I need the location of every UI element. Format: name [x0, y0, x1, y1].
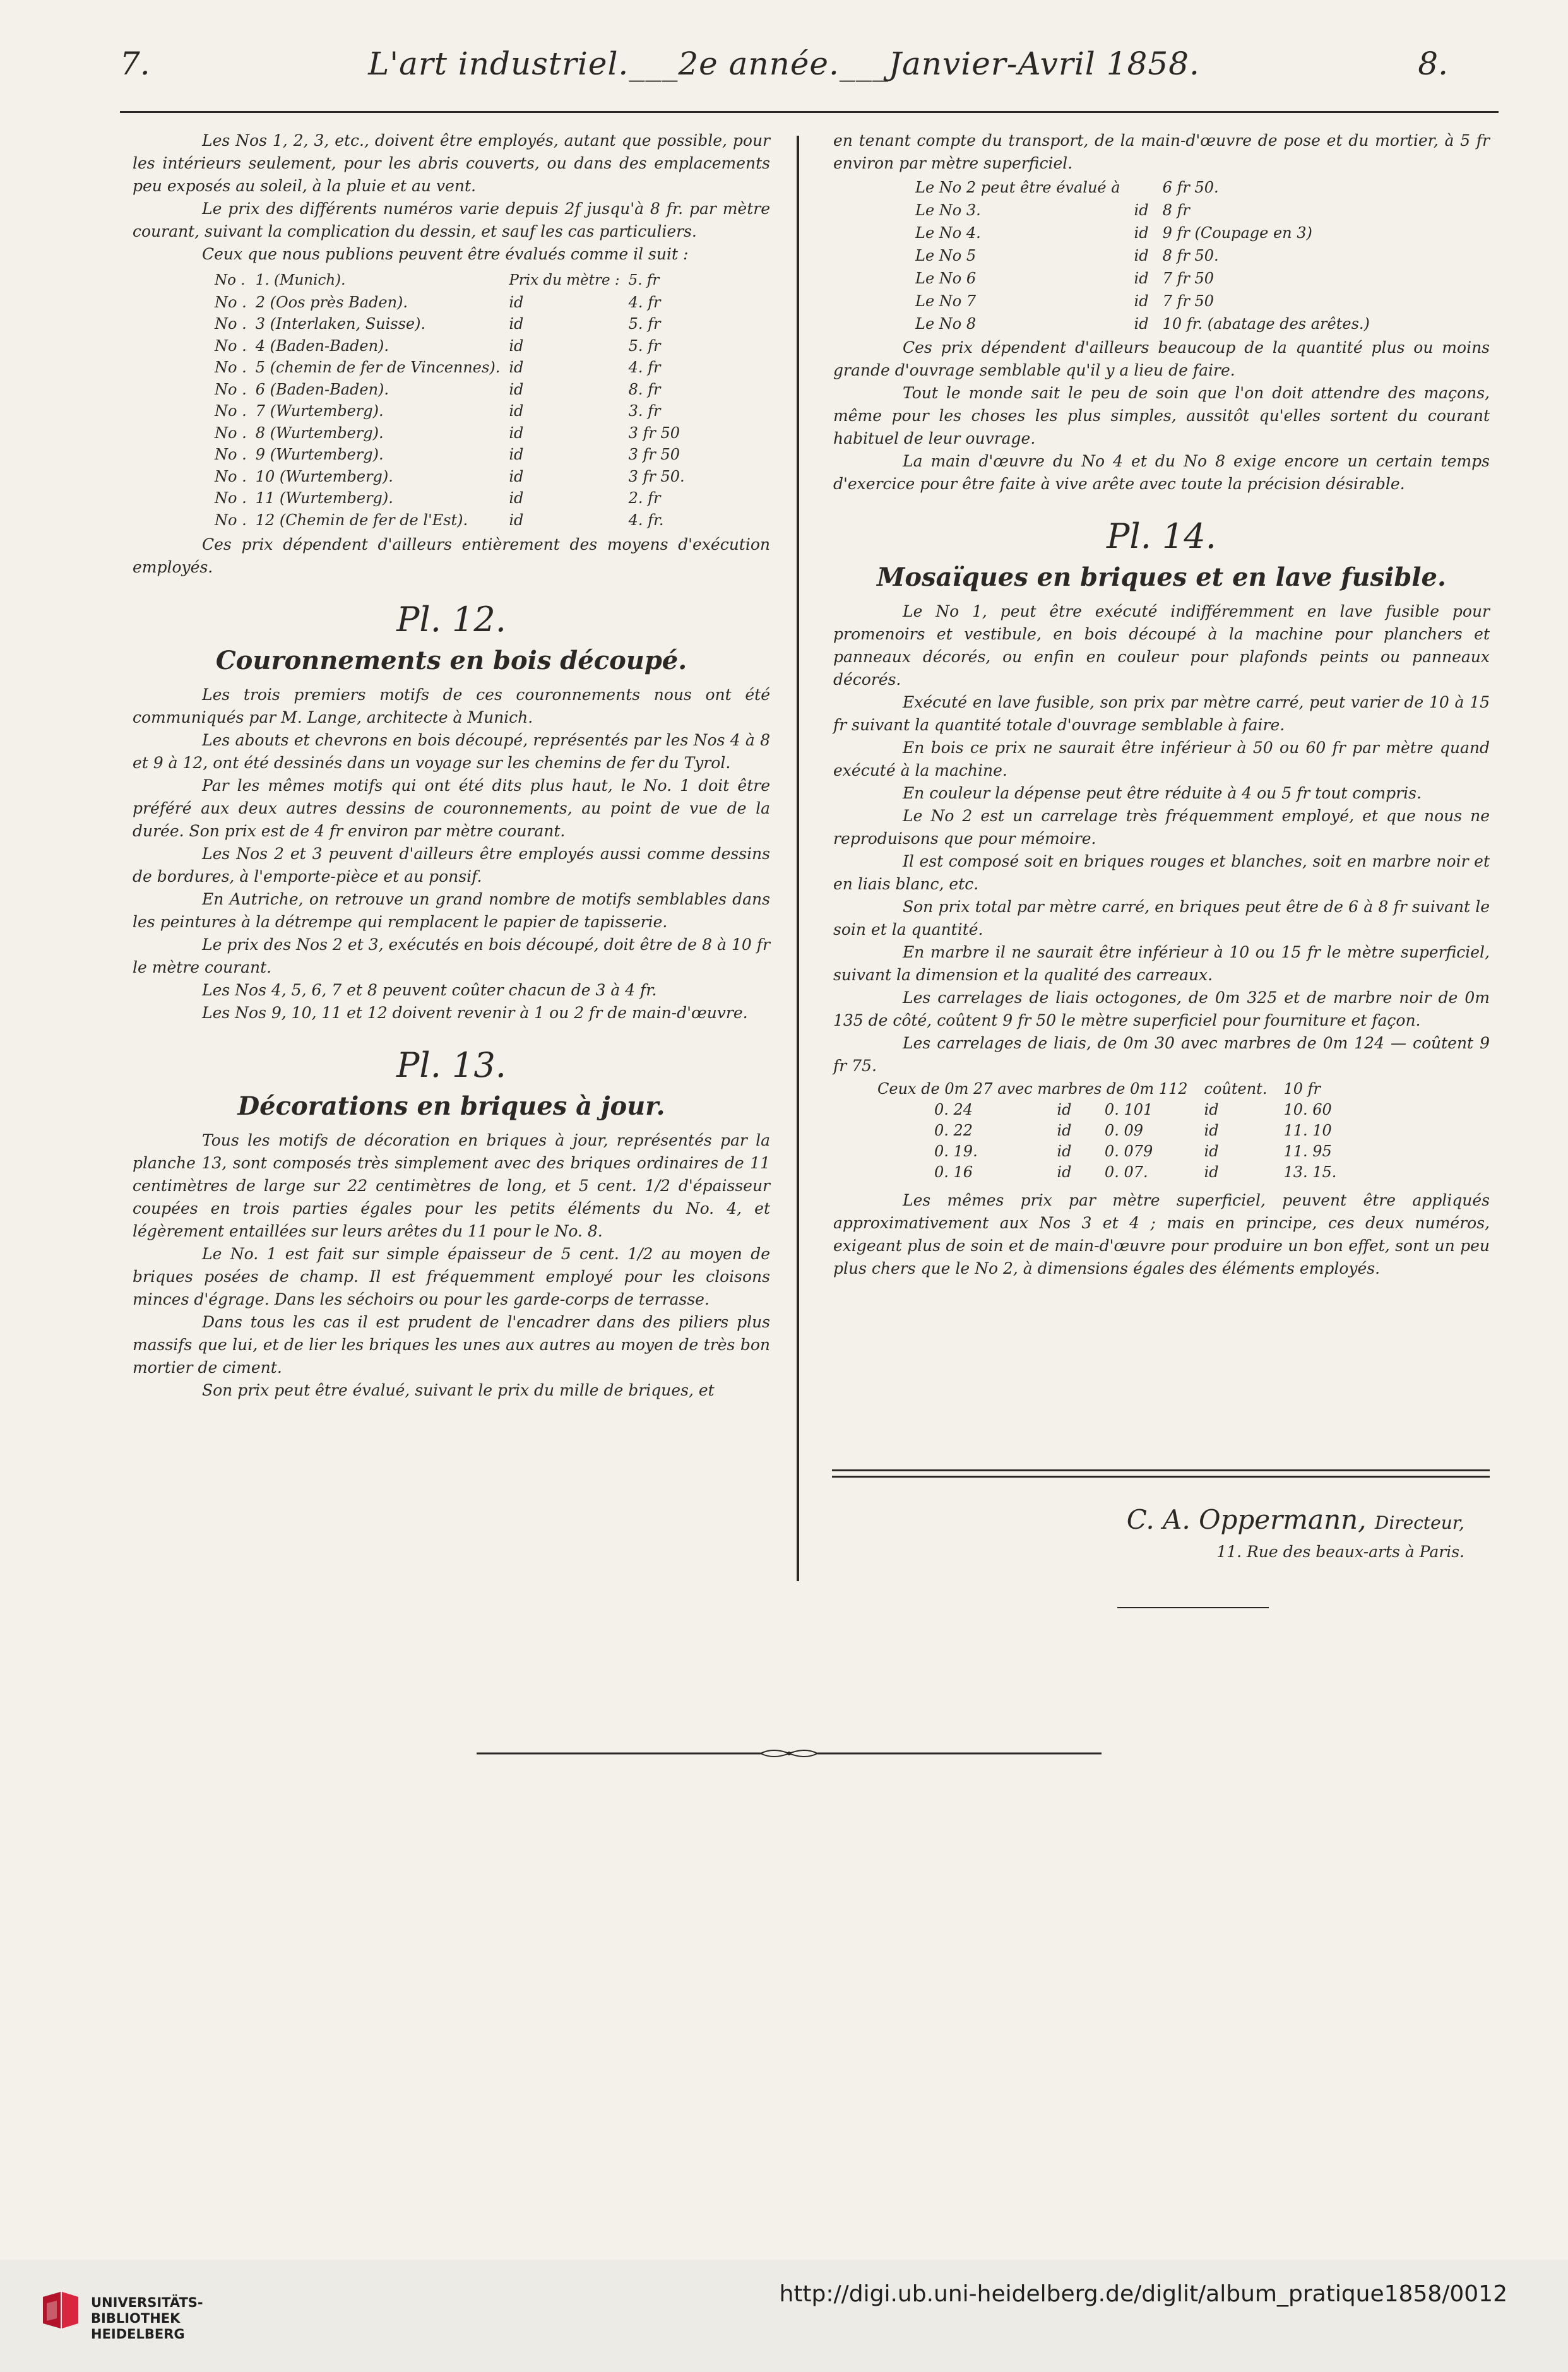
table-cell: [256, 379, 509, 401]
table-cell: 4. fr.: [628, 511, 664, 529]
table-cell: (Wurtemberg).: [279, 489, 393, 507]
table-cell: coûtent.: [1204, 1080, 1268, 1098]
ornament-divider: [477, 1747, 1102, 1760]
table-cell: (chemin de fer de Vincennes).: [270, 359, 501, 376]
university-library-logo-icon: [38, 2289, 82, 2331]
table-cell: [256, 313, 509, 335]
table-cell: 0. 101: [1104, 1101, 1153, 1118]
paragraph: La main d'œuvre du No 4 et du No 8 exige encore un certain temps d'exercice pour être faite à vive arête avec toute la précision désirable.: [833, 452, 1490, 493]
table-row: [877, 1120, 1353, 1141]
page-number-left: 7.: [120, 45, 150, 82]
signature-address: 11. Rue des beaux-arts à Paris.: [1216, 1543, 1464, 1561]
paragraph: Les abouts et chevrons en bois découpé, représentés par les Nos 4 à 8 et 9 à 12, ont été dessinés dans un voyage sur les chemins de fer du Tyrol.: [133, 731, 770, 772]
table-cell: 4. fr: [628, 359, 661, 376]
plate-label: Pl. 13.: [396, 1045, 506, 1085]
table-row: [215, 335, 694, 357]
section-heading-pl13: [133, 1043, 770, 1125]
table-cell: 0. 24: [934, 1101, 973, 1118]
table-cell: (Wurtemberg).: [270, 424, 384, 442]
table-cell: 10. 60: [1283, 1101, 1332, 1118]
table-cell: (Wurtemberg).: [279, 467, 393, 485]
table-cell: (Wurtemberg).: [270, 446, 384, 463]
paragraph: Ces prix dépendent d'ailleurs beaucoup de la quantité plus ou moins grande d'ouvrage semblable qu'il y a lieu de faire.: [833, 338, 1490, 379]
table-cell: id: [509, 293, 524, 311]
table-cell: 11: [255, 489, 275, 507]
table-cell: 1. (Munich).: [255, 272, 346, 288]
paragraph: En couleur la dépense peut être réduite à 4 ou 5 fr tout compris.: [903, 784, 1422, 802]
paragraph: en tenant compte du transport, de la main-d'œuvre de pose et du mortier, à 5 fr environ par mètre superficiel.: [833, 131, 1490, 172]
page-number-right: 8.: [1418, 45, 1448, 82]
table-cell: (Wurtemberg).: [270, 402, 384, 420]
table-cell: No .: [215, 511, 247, 529]
plate-label: Pl. 12.: [396, 600, 506, 639]
table-cell: id: [1134, 247, 1149, 264]
table-cell: 8. fr: [628, 380, 661, 398]
table-row: [915, 222, 1384, 244]
table-cell: id: [509, 402, 524, 420]
table-cell: No .: [215, 272, 246, 288]
paragraph: Les Nos 1, 2, 3, etc., doivent être employés, autant que possible, pour les intérieurs seulement, pour les abris couverts, ou dans des emplacements peu exposés au soleil, à la pluie et au vent.: [133, 131, 770, 195]
table-cell: [256, 357, 509, 379]
table-cell: [256, 487, 509, 509]
table-row: [915, 244, 1384, 267]
table-cell: id: [509, 315, 524, 333]
table-cell: 8 fr: [1162, 201, 1190, 219]
library-name-line: HEIDELBERG: [91, 2327, 185, 2342]
table-cell: 8: [255, 424, 265, 442]
table-row: [215, 487, 694, 509]
table-cell: [256, 509, 509, 531]
table-cell: [256, 335, 509, 357]
plate-label: Pl. 14.: [1107, 516, 1216, 556]
paragraph: Les carrelages de liais, de 0m 30 avec marbres de 0m 124 — coûtent 9 fr 75.: [833, 1034, 1490, 1075]
table-cell: 3: [255, 315, 265, 333]
table-row: [215, 444, 694, 466]
evaluation-table: [915, 176, 1384, 335]
paragraph: Il est composé soit en briques rouges et blanches, soit en marbre noir et en liais blanc, etc.: [833, 852, 1490, 893]
paragraph: Le No. 1 est fait sur simple épaisseur de 5 cent. 1/2 au moyen de briques posées de champ. Il est fréquemment employé pour les cloisons minces d'égrage. Dans les séchoirs ou pour les garde-corps de terrasse.: [133, 1245, 770, 1308]
paragraph: Tous les motifs de décoration en briques à jour, représentés par la planche 13, sont composés très simplement avec des briques ordinaires de 11 centimètres de large sur 22 centimètres de long, et 5 cent. 1/2 d'épaisseur coupées en trois parties égales pour les petits éléments du No. 4, et légèrement entaillées sur leurs arêtes du 11 pour le No. 8.: [133, 1131, 770, 1240]
paragraph: Par les mêmes motifs qui ont été dits plus haut, le No. 1 doit être préféré aux deux autres dessins de couronnements, au point de vue de la durée. Son prix est de 4 fr environ par mètre courant.: [133, 776, 770, 840]
table-cell: Le No 8: [915, 315, 977, 333]
table-cell: [256, 400, 509, 422]
table-cell: No .: [215, 315, 247, 333]
paragraph: Son prix peut être évalué, suivant le prix du mille de briques, et: [202, 1381, 715, 1399]
table-cell: id: [509, 336, 524, 355]
header-rule: [120, 111, 1499, 113]
table-cell: 11. 10: [1283, 1122, 1332, 1139]
table-cell: 10 fr: [1283, 1080, 1321, 1098]
table-row: [215, 313, 694, 335]
table-cell: 0. 22: [934, 1122, 973, 1139]
paragraph: Les trois premiers motifs de ces couronnements nous ont été communiqués par M. Lange, architecte à Munich.: [133, 685, 770, 726]
table-cell: id: [509, 511, 524, 529]
table-cell: No .: [215, 446, 247, 463]
table-cell: id: [509, 380, 524, 398]
table-cell: 4: [255, 336, 265, 355]
table-cell: id: [1134, 270, 1149, 287]
table-row: [877, 1079, 1353, 1100]
table-cell: id: [1134, 224, 1149, 242]
paragraph: Ces prix dépendent d'ailleurs entièrement des moyens d'exécution employés.: [133, 535, 770, 576]
table-cell: id: [1134, 201, 1149, 219]
table-cell: 3. fr: [628, 402, 661, 420]
table-cell: (Baden-Baden).: [270, 380, 389, 398]
table-cell: (Interlaken, Suisse).: [270, 315, 426, 333]
table-cell: Le No 6: [915, 270, 977, 287]
right-column: [833, 129, 1490, 1280]
library-name-line: UNIVERSITÄTS-: [91, 2295, 203, 2310]
table-cell: Le No 4.: [915, 224, 981, 242]
table-cell: 0. 19.: [934, 1142, 978, 1160]
table-row: [877, 1141, 1353, 1162]
table-row: [215, 400, 694, 422]
table-row: [915, 199, 1384, 222]
table-cell: Prix du mètre :: [509, 272, 620, 288]
table-cell: Ceux de 0m 27 avec marbres de 0m 112: [877, 1080, 1188, 1098]
price-table: [215, 270, 694, 531]
table-cell: [256, 422, 509, 444]
table-cell: id: [1057, 1163, 1072, 1181]
table-cell: 0. 16: [934, 1163, 973, 1181]
table-cell: 0. 07.: [1104, 1163, 1148, 1181]
table-cell: id: [1204, 1122, 1219, 1139]
table-cell: (Baden-Baden).: [270, 336, 389, 355]
table-cell: 7: [255, 402, 265, 420]
cost-table: [877, 1079, 1353, 1183]
paragraph: Le prix des différents numéros varie depuis 2f jusqu'à 8 fr. par mètre courant, suivant la complication du dessin, et sauf les cas particuliers.: [133, 199, 770, 240]
table-cell: Le No 5: [915, 247, 977, 264]
signature-block: [1073, 1502, 1464, 1563]
library-name-line: BIBLIOTHEK: [91, 2311, 181, 2326]
table-cell: 7 fr 50: [1162, 270, 1215, 287]
table-cell: 8 fr 50.: [1162, 247, 1219, 264]
table-cell: 6 fr 50.: [1162, 179, 1219, 196]
source-url-link[interactable]: http://digi.ub.uni-heidelberg.de/diglit/album_pratique1858/0012: [779, 2281, 1507, 2307]
short-rule: [1117, 1607, 1269, 1608]
closing-rule-bottom: [832, 1476, 1490, 1478]
table-cell: 2. fr: [628, 489, 661, 507]
table-row: [215, 422, 694, 444]
table-row: [877, 1162, 1353, 1183]
table-cell: No .: [215, 380, 247, 398]
section-title: Décorations en briques à jour.: [237, 1091, 665, 1121]
table-cell: 5. fr: [628, 336, 661, 355]
table-cell: 2: [255, 293, 265, 311]
section-heading-pl12: [133, 598, 770, 680]
paragraph: Les Nos 9, 10, 11 et 12 doivent revenir à 1 ou 2 fr de main-d'œuvre.: [202, 1004, 748, 1022]
table-cell: 5. fr: [628, 315, 661, 333]
table-cell: id: [1134, 292, 1149, 310]
table-row: [215, 466, 694, 488]
table-row: [915, 267, 1384, 290]
left-column: [133, 129, 770, 1402]
table-cell: id: [1134, 315, 1149, 333]
table-cell: id: [1204, 1142, 1219, 1160]
section-heading-pl14: [833, 514, 1490, 596]
paragraph: Les carrelages de liais octogones, de 0m 325 et de marbre noir de 0m 135 de côté, coûtent 9 fr 50 le mètre superficiel pour fourniture et façon.: [833, 988, 1490, 1029]
library-name: [91, 2295, 203, 2342]
table-cell: 3 fr 50.: [628, 467, 685, 485]
table-cell: [256, 444, 509, 466]
table-cell: 4. fr: [628, 293, 661, 311]
table-cell: Le No 2 peut être évalué à: [915, 179, 1120, 196]
paragraph: Tout le monde sait le peu de soin que l'on doit attendre des maçons, même pour les choses les plus simples, aussitôt qu'elles sortent du courant habituel de leur ouvrage.: [833, 384, 1490, 448]
table-cell: id: [1057, 1101, 1072, 1118]
table-cell: No .: [215, 336, 247, 355]
paragraph: Exécuté en lave fusible, son prix par mètre carré, peut varier de 10 à 15 fr suivant la quantité totale d'ouvrage semblable à faire.: [833, 693, 1490, 734]
paragraph: En Autriche, on retrouve un grand nombre de motifs semblables dans les peintures à la détrempe qui remplacent le papier de tapisserie.: [133, 890, 770, 931]
table-cell: id: [1204, 1163, 1219, 1181]
table-cell: (Oos près Baden).: [270, 293, 408, 311]
table-cell: 13. 15.: [1283, 1163, 1337, 1181]
table-cell: id: [509, 424, 524, 442]
table-cell: id: [1057, 1142, 1072, 1160]
section-title: Mosaïques en briques et en lave fusible.: [877, 562, 1446, 592]
table-cell: id: [509, 489, 524, 507]
table-cell: id: [1204, 1101, 1219, 1118]
table-row: [915, 290, 1384, 312]
paragraph: Les Nos 2 et 3 peuvent d'ailleurs être employés aussi comme dessins de bordures, à l'emporte-pièce et au ponsif.: [133, 845, 770, 886]
paragraph: Dans tous les cas il est prudent de l'encadrer dans des piliers plus massifs que lui, et de lier les briques les unes aux autres au moyen de très bon mortier de ciment.: [133, 1313, 770, 1377]
table-row: [215, 270, 694, 292]
table-cell: [256, 292, 509, 314]
table-row: [915, 312, 1384, 335]
signature-line: [1073, 1502, 1464, 1541]
paragraph: Le prix des Nos 2 et 3, exécutés en bois découpé, doit être de 8 à 10 fr le mètre courant.: [133, 935, 770, 976]
table-cell: No .: [215, 424, 247, 442]
table-cell: id: [509, 467, 524, 485]
table-cell: 12: [255, 511, 275, 529]
table-cell: No .: [215, 489, 247, 507]
table-cell: 3 fr 50: [628, 446, 680, 463]
signature-role: Directeur,: [1374, 1512, 1464, 1533]
signature-name: C. A. Oppermann,: [1126, 1504, 1367, 1535]
table-cell: id: [509, 359, 524, 376]
table-cell: (Chemin de fer de l'Est).: [279, 511, 468, 529]
table-cell: 10: [255, 467, 275, 485]
paragraph: Les Nos 4, 5, 6, 7 et 8 peuvent coûter chacun de 3 à 4 fr.: [202, 981, 657, 999]
table-cell: Le No 7: [915, 292, 977, 310]
table-cell: 0. 09: [1104, 1122, 1143, 1139]
table-row: [215, 509, 694, 531]
table-row: [915, 176, 1384, 199]
table-row: [215, 379, 694, 401]
table-cell: 7 fr 50: [1162, 292, 1215, 310]
paragraph: Les mêmes prix par mètre superficiel, peuvent être appliqués approximativement aux Nos 3 et 4 ; mais en principe, ces deux numéros, exigeant plus de soin et de main-d'œuvre pour produire un bon effet, sont un peu plus chers que le No 2, à dimensions égales des éléments employés.: [833, 1191, 1490, 1278]
column-divider: [797, 136, 799, 1581]
table-cell: 10 fr. (abatage des arêtes.): [1162, 315, 1370, 333]
table-cell: No .: [215, 402, 247, 420]
closing-rule-top: [832, 1469, 1490, 1471]
table-cell: No .: [215, 359, 247, 376]
table-cell: No .: [215, 467, 247, 485]
table-cell: Le No 3.: [915, 201, 981, 219]
paragraph: Le No 1, peut être exécuté indifféremment en lave fusible pour promenoirs et vestibule, en bois découpé à la machine pour planchers et panneaux décorés, ou enfin en couleur pour plafonds peints ou panneaux décorés.: [833, 602, 1490, 689]
page-header: [120, 45, 1448, 98]
table-cell: 5: [255, 359, 265, 376]
paragraph: En bois ce prix ne saurait être inférieur à 50 ou 60 fr par mètre quand exécuté à la machine.: [833, 738, 1490, 780]
table-cell: 5. fr: [628, 272, 660, 288]
table-cell: 6: [255, 380, 265, 398]
table-cell: [1134, 176, 1163, 199]
footer-bar: [0, 2260, 1568, 2372]
table-cell: No .: [215, 293, 247, 311]
table-cell: id: [509, 446, 524, 463]
table-row: [215, 357, 694, 379]
table-row: [215, 292, 694, 314]
paragraph: Le No 2 est un carrelage très fréquemment employé, et que nous ne reproduisons que pour mémoire.: [833, 807, 1490, 848]
paragraph: Ceux que nous publions peuvent être évalués comme il suit :: [202, 245, 689, 263]
journal-title: L'art industriel.___2e année.___Janvier-Avril 1858.: [368, 45, 1200, 82]
table-cell: 3 fr 50: [628, 424, 680, 442]
table-row: [877, 1100, 1353, 1120]
table-cell: [256, 466, 509, 488]
table-cell: 11. 95: [1283, 1142, 1332, 1160]
table-cell: 9 fr (Coupage en 3): [1162, 224, 1312, 242]
paragraph: Son prix total par mètre carré, en briques peut être de 6 à 8 fr suivant le soin et la quantité.: [833, 898, 1490, 939]
table-cell: 9: [255, 446, 265, 463]
section-title: Couronnements en bois découpé.: [215, 646, 687, 675]
paragraph: En marbre il ne saurait être inférieur à 10 ou 15 fr le mètre superficiel, suivant la dimension et la qualité des carreaux.: [833, 943, 1490, 984]
table-cell: 0. 079: [1104, 1142, 1153, 1160]
table-cell: id: [1057, 1122, 1072, 1139]
